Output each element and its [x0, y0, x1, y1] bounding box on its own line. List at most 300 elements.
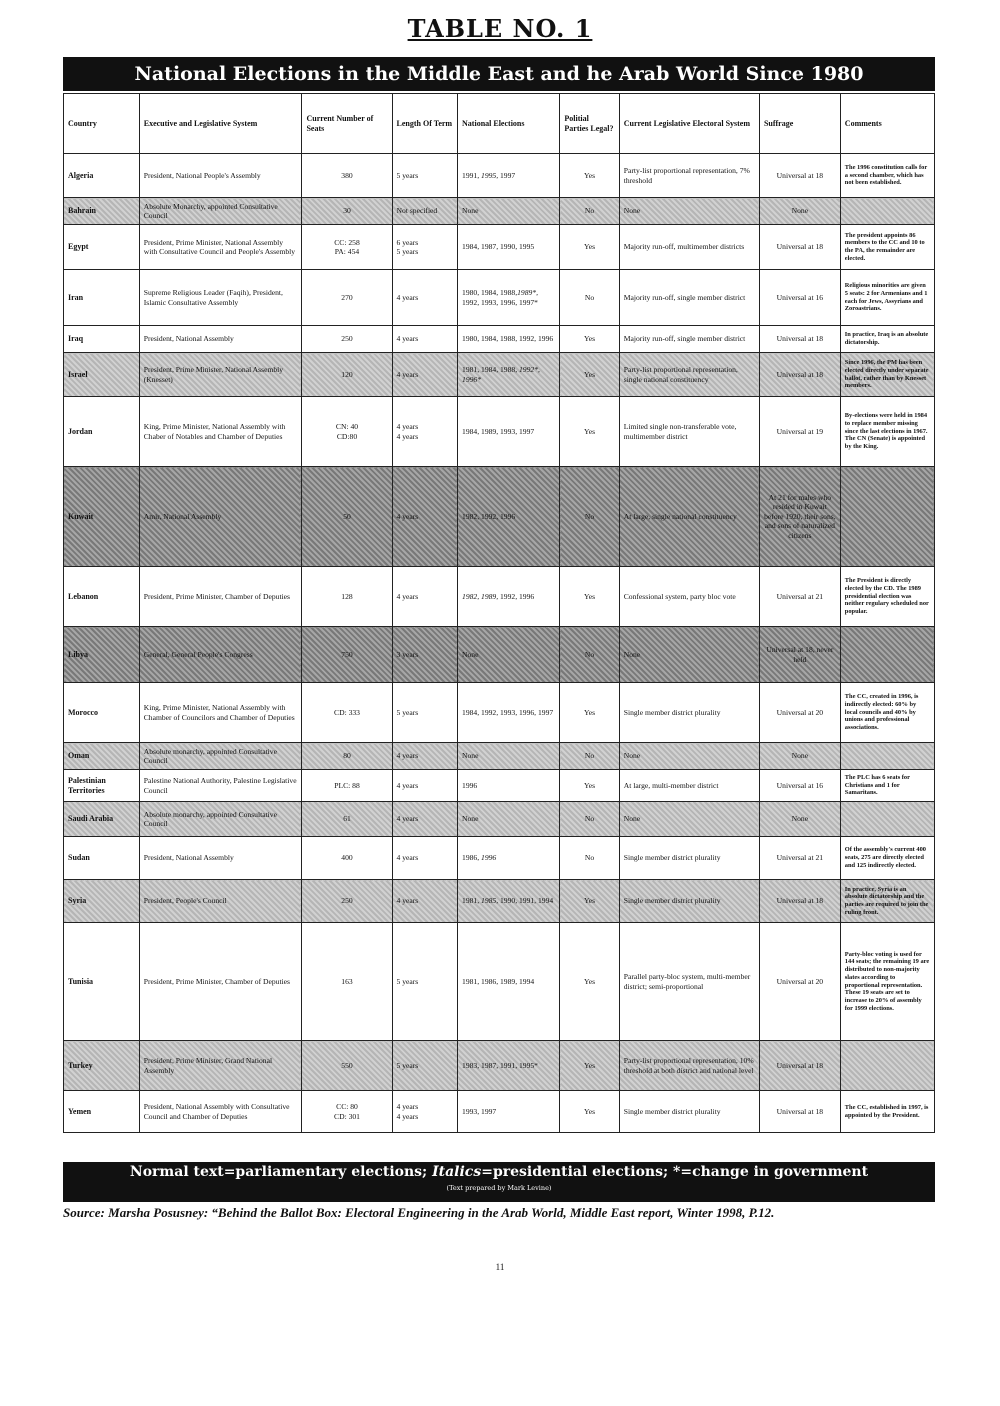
comments-cell-text: In practice, Iraq is an absolute dictatorship. — [844, 331, 929, 346]
seats-cell-text: CC: 80 CD: 301 — [334, 1102, 360, 1121]
parties-cell — [560, 225, 619, 270]
comments-cell-text: Of the assembly's current 400 seats, 275 are directly elected and 125 indirectly elected. — [844, 846, 926, 869]
seats-cell — [302, 326, 392, 353]
elections-cell — [458, 743, 560, 770]
parties-cell-text: Yes — [584, 591, 596, 601]
elections-presidential: 1995, — [481, 170, 500, 180]
system-cell-text: Amir, National Assembly — [143, 511, 222, 521]
seats-cell — [302, 1041, 392, 1091]
country-cell — [64, 743, 140, 770]
comments-cell-text: The 1996 constitution calls for a second chamber, which has not been established. — [844, 163, 928, 187]
country-cell — [64, 270, 140, 326]
parties-cell — [560, 397, 619, 467]
table-row — [64, 880, 935, 923]
term-cell-text: 4 years — [396, 511, 419, 521]
electoral-system-cell-text: Majority run-off, single member district — [623, 334, 746, 344]
seats-cell — [302, 467, 392, 567]
suffrage-cell-text: None — [791, 814, 809, 824]
seats-cell — [302, 270, 392, 326]
parties-cell — [560, 1041, 619, 1091]
seats-cell — [302, 627, 392, 683]
suffrage-cell-text: Universal at 16 — [776, 292, 824, 302]
elections-later: 1992, 1993, 1996, 1997* — [462, 297, 538, 307]
system-cell-text: General, General People's Congress — [143, 649, 253, 659]
seats-cell-text: 80 — [343, 751, 351, 761]
electoral-system-cell — [619, 880, 759, 923]
country-cell-text: Iran — [68, 292, 84, 302]
comments-cell-text: By-elections were held in 1984 to replace member missing since the last elections in 1967. The CN (Senate) is appointed by the King. — [844, 412, 928, 451]
term-cell — [392, 683, 458, 743]
system-cell — [139, 225, 302, 270]
country-cell-text: Egypt — [68, 242, 89, 251]
system-cell-text: Absolute monarchy, appointed Consultative Council — [143, 746, 277, 765]
country-cell-text: Syria — [68, 896, 87, 905]
comments-cell — [840, 467, 934, 567]
table-row — [64, 1041, 935, 1091]
country-cell-text: Jordan — [68, 426, 93, 436]
country-cell-text: Libya — [68, 649, 89, 659]
electoral-system-cell-text: None — [623, 751, 641, 761]
suffrage-cell-text: Universal at 18, never held — [766, 645, 834, 664]
parties-cell — [560, 770, 619, 802]
suffrage-cell-text: None — [791, 206, 809, 216]
seats-cell — [302, 802, 392, 837]
seats-cell-text: PLC: 88 — [334, 780, 360, 790]
electoral-system-cell-text: None — [623, 206, 641, 216]
term-cell — [392, 1091, 458, 1133]
column-header: Executive and Legislative System — [139, 94, 302, 154]
term-cell-text: 4 years — [396, 751, 419, 761]
footer-credit: (Text prepared by Mark Levine) — [446, 1184, 552, 1192]
comments-cell — [840, 627, 934, 683]
table-row — [64, 467, 935, 567]
country-cell — [64, 225, 140, 270]
parties-cell — [560, 353, 619, 397]
suffrage-cell — [759, 923, 840, 1041]
seats-cell-text: 270 — [341, 292, 353, 302]
term-cell-text: 4 years 4 years — [396, 1102, 419, 1121]
elections-later: 1992, 1996 — [500, 591, 535, 601]
parties-cell-text: No — [584, 751, 595, 761]
country-cell-text: Oman — [68, 751, 90, 760]
term-cell-text: Not specified — [396, 206, 438, 216]
elections-cell — [458, 837, 560, 880]
system-cell-text: Absolute monarchy, appointed Consultative Council — [143, 809, 277, 828]
electoral-system-cell-text: Single member district plurality — [623, 1106, 721, 1116]
seats-cell-text: CD: 333 — [334, 707, 360, 717]
system-cell-text: President, National People's Assembly — [143, 170, 261, 180]
term-cell-text: 4 years — [396, 853, 419, 863]
system-cell — [139, 923, 302, 1041]
system-cell — [139, 627, 302, 683]
seats-cell-text: 128 — [341, 591, 353, 601]
legend-parliamentary: Normal text=parliamentary elections; — [129, 1164, 433, 1180]
elections-cell — [458, 880, 560, 923]
suffrage-cell — [759, 683, 840, 743]
comments-cell-text: Party-bloc voting is used for 144 seats; the remaining 19 are distributed to non-majority slates according to proportional representation. These 19 seats are set to increase to 20% of assembly for 1999 elections. — [844, 950, 930, 1012]
suffrage-cell — [759, 770, 840, 802]
parties-cell-text: No — [584, 292, 595, 302]
elections-cell — [458, 326, 560, 353]
term-cell — [392, 743, 458, 770]
column-header: Length Of Term — [392, 94, 458, 154]
parties-cell — [560, 837, 619, 880]
country-cell — [64, 683, 140, 743]
elections-cell — [458, 923, 560, 1041]
column-header: National Elections — [458, 94, 560, 154]
parties-cell-text: Yes — [584, 780, 596, 790]
term-cell-text: 5 years — [396, 976, 419, 986]
parties-cell-text: No — [584, 206, 595, 216]
elections-cell — [458, 1041, 560, 1091]
suffrage-cell — [759, 326, 840, 353]
column-header: Suffrage — [759, 94, 840, 154]
suffrage-cell-text: Universal at 18 — [776, 1106, 824, 1116]
electoral-system-cell — [619, 326, 759, 353]
term-cell-text: 5 years — [396, 1060, 419, 1070]
parties-cell — [560, 923, 619, 1041]
elections-parliamentary: 1993, 1997 — [462, 1106, 497, 1116]
elections-parliamentary: 1983, 1987, 1991, — [462, 1060, 519, 1070]
electoral-system-cell-text: Single member district plurality — [623, 853, 721, 863]
term-cell-text: 4 years — [396, 292, 419, 302]
suffrage-cell — [759, 802, 840, 837]
electoral-system-cell — [619, 225, 759, 270]
elections-later: 1995 — [518, 242, 535, 252]
comments-cell — [840, 198, 934, 225]
table-row — [64, 743, 935, 770]
comments-cell — [840, 270, 934, 326]
parties-cell — [560, 270, 619, 326]
seats-cell-text: 380 — [341, 170, 353, 180]
page-number: 11 — [495, 1262, 505, 1272]
table-row — [64, 923, 935, 1041]
header-row — [64, 94, 935, 154]
parties-cell-text: Yes — [584, 896, 596, 906]
seats-cell — [302, 1091, 392, 1133]
seats-cell-text: 750 — [341, 649, 353, 659]
suffrage-cell — [759, 154, 840, 198]
source-citation: Source: Marsha Posusney: “Behind the Ballot Box: Electoral Engineering in the Arab World, Middle East report, Winter 1998, P.12. — [63, 1205, 775, 1220]
table-row — [64, 770, 935, 802]
electoral-system-cell-text: None — [623, 649, 641, 659]
elections-parliamentary: None — [462, 206, 479, 216]
elections-cell — [458, 802, 560, 837]
country-cell — [64, 802, 140, 837]
table-row — [64, 683, 935, 743]
suffrage-cell — [759, 353, 840, 397]
country-cell — [64, 837, 140, 880]
system-cell-text: President, Prime Minister, Grand National Assembly — [143, 1056, 273, 1075]
electoral-system-cell — [619, 923, 759, 1041]
seats-cell-text: 550 — [341, 1060, 353, 1070]
page-title: TABLE NO. 1 — [407, 14, 593, 43]
term-cell — [392, 923, 458, 1041]
term-cell-text: 5 years — [396, 707, 419, 717]
country-cell-text: Yemen — [68, 1106, 92, 1116]
country-cell-text: Lebanon — [68, 591, 99, 601]
seats-cell-text: 250 — [341, 896, 353, 906]
elections-cell — [458, 270, 560, 326]
elections-later: 1995* — [518, 1060, 538, 1070]
legend-presidential: =presidential elections; *=change in government — [481, 1164, 869, 1180]
elections-parliamentary: 1981, — [462, 896, 482, 906]
country-cell — [64, 467, 140, 567]
parties-cell-text: Yes — [584, 334, 596, 344]
country-cell-text: Palestinian Territories — [68, 775, 106, 795]
parties-cell — [560, 467, 619, 567]
term-cell-text: 4 years — [396, 369, 419, 379]
parties-cell — [560, 683, 619, 743]
suffrage-cell-text: Universal at 19 — [776, 426, 824, 436]
table-row — [64, 802, 935, 837]
term-cell — [392, 1041, 458, 1091]
comments-cell — [840, 397, 934, 467]
term-cell-text: 4 years — [396, 780, 419, 790]
term-cell-text: 4 years — [396, 896, 419, 906]
comments-cell — [840, 743, 934, 770]
seats-cell — [302, 923, 392, 1041]
comments-cell — [840, 154, 934, 198]
elections-parliamentary: None — [462, 814, 479, 824]
table-row — [64, 270, 935, 326]
elections-parliamentary: None — [462, 649, 479, 659]
country-cell — [64, 770, 140, 802]
suffrage-cell — [759, 1041, 840, 1091]
elections-presidential: 1982, 1989, — [462, 591, 500, 601]
suffrage-cell-text: Universal at 18 — [776, 242, 824, 252]
term-cell-text: 6 years 5 years — [396, 237, 419, 256]
table-row — [64, 326, 935, 353]
comments-cell — [840, 567, 934, 627]
suffrage-cell — [759, 567, 840, 627]
electoral-system-cell — [619, 1091, 759, 1133]
table-body — [64, 154, 935, 1133]
country-cell-text: Israel — [68, 369, 88, 379]
elections-parliamentary: 1980, 1984, 1988, 1992, 1996 — [462, 334, 554, 344]
parties-cell — [560, 627, 619, 683]
comments-cell — [840, 802, 934, 837]
parties-cell-text: Yes — [584, 242, 596, 252]
parties-cell-text: Yes — [584, 1106, 596, 1116]
suffrage-cell-text: Universal at 18 — [776, 334, 824, 344]
system-cell — [139, 770, 302, 802]
elections-table — [63, 93, 935, 1133]
suffrage-cell — [759, 397, 840, 467]
suffrage-cell-text: Universal at 18 — [776, 369, 824, 379]
system-cell — [139, 567, 302, 627]
country-cell-text: Tunisia — [68, 976, 94, 986]
table-row — [64, 1091, 935, 1133]
suffrage-cell-text: Universal at 18 — [776, 170, 824, 180]
suffrage-cell — [759, 837, 840, 880]
elections-parliamentary: 1986, — [462, 853, 482, 863]
elections-parliamentary: 1996 — [462, 780, 478, 790]
country-cell-text: Iraq — [68, 334, 84, 343]
system-cell-text: King, Prime Minister, National Assembly with Chamber of Councilors and Chamber of Deputies — [143, 703, 295, 722]
system-cell — [139, 743, 302, 770]
parties-cell — [560, 1091, 619, 1133]
seats-cell-text: 61 — [343, 814, 351, 824]
electoral-system-cell — [619, 397, 759, 467]
parties-cell-text: Yes — [584, 976, 596, 986]
term-cell-text: 4 years 4 years — [396, 422, 419, 441]
electoral-system-cell-text: At large, single national constituency — [623, 511, 737, 521]
comments-cell — [840, 923, 934, 1041]
elections-cell — [458, 353, 560, 397]
table-row — [64, 397, 935, 467]
electoral-system-cell — [619, 198, 759, 225]
parties-cell-text: Yes — [584, 1060, 596, 1070]
electoral-system-cell-text: At large, multi-member district — [623, 780, 719, 790]
elections-parliamentary: 1980, 1984, 1988, — [462, 288, 518, 298]
system-cell-text: Supreme Religious Leader (Faqih), President, Islamic Consultative Assembly — [143, 288, 283, 307]
seats-cell — [302, 225, 392, 270]
elections-parliamentary: 1984, 1987, 1990, — [462, 242, 519, 252]
column-header: Politial Parties Legal? — [560, 94, 619, 154]
seats-cell — [302, 837, 392, 880]
seats-cell — [302, 567, 392, 627]
system-cell-text: President, Prime Minister, Chamber of Deputies — [143, 976, 291, 986]
system-cell — [139, 1091, 302, 1133]
electoral-system-cell-text: Party-list proportional representation, 7% threshold — [623, 166, 750, 185]
electoral-system-cell-text: Confessional system, party bloc vote — [623, 591, 736, 601]
parties-cell — [560, 154, 619, 198]
seats-cell — [302, 353, 392, 397]
electoral-system-cell — [619, 627, 759, 683]
suffrage-cell — [759, 467, 840, 567]
column-header: Current Number of Seats — [302, 94, 392, 154]
parties-cell — [560, 326, 619, 353]
term-cell-text: 4 years — [396, 334, 419, 344]
electoral-system-cell — [619, 837, 759, 880]
seats-cell-text: 120 — [341, 369, 353, 379]
electoral-system-cell — [619, 1041, 759, 1091]
elections-presidential: 1992*, 1996* — [462, 365, 540, 384]
country-cell-text: Kuwait — [68, 511, 94, 521]
electoral-system-cell-text: Party-list proportional representation, single national constituency — [623, 365, 738, 384]
seats-cell — [302, 683, 392, 743]
parties-cell-text: Yes — [584, 170, 596, 180]
elections-cell — [458, 567, 560, 627]
seats-cell-text: 250 — [341, 334, 353, 344]
seats-cell — [302, 880, 392, 923]
system-cell-text: President, Prime Minister, National Assembly (Knesset) — [143, 365, 284, 384]
electoral-system-cell-text: Limited single non-transferable vote, multimember district — [623, 422, 737, 441]
comments-cell — [840, 353, 934, 397]
term-cell — [392, 567, 458, 627]
column-header: Comments — [840, 94, 934, 154]
comments-cell-text: Religious minorities are given 5 seats: 2 for Armenians and 1 each for Jews, Assyrians and Zoroastrians. — [844, 282, 928, 313]
seats-cell-text: 30 — [343, 206, 351, 216]
system-cell — [139, 1041, 302, 1091]
suffrage-cell — [759, 225, 840, 270]
system-cell — [139, 353, 302, 397]
comments-cell — [840, 225, 934, 270]
term-cell — [392, 225, 458, 270]
term-cell — [392, 880, 458, 923]
system-cell — [139, 467, 302, 567]
elections-cell — [458, 683, 560, 743]
country-cell-text: Sudan — [68, 853, 90, 862]
comments-cell-text: The PLC has 6 seats for Christians and 1 for Samaritans. — [844, 773, 910, 797]
system-cell-text: Absolute Monarchy, appointed Consultative Council — [143, 201, 278, 220]
elections-cell — [458, 770, 560, 802]
seats-cell-text: CN: 40 CD:80 — [335, 422, 359, 441]
comments-cell — [840, 1091, 934, 1133]
term-cell — [392, 154, 458, 198]
comments-cell — [840, 770, 934, 802]
system-cell-text: President, National Assembly — [143, 334, 234, 344]
comments-cell-text: The CC, created in 1996, is indirectly elected: 60% by local councils and 40% by unions and professional associations. — [844, 693, 919, 732]
country-cell — [64, 1091, 140, 1133]
suffrage-cell-text: Universal at 21 — [776, 591, 824, 601]
country-cell-text: Algeria — [68, 170, 94, 180]
parties-cell — [560, 880, 619, 923]
term-cell-text: 3 years — [396, 649, 419, 659]
country-cell — [64, 880, 140, 923]
seats-cell-text: 163 — [341, 976, 353, 986]
table-row — [64, 837, 935, 880]
column-header: Country — [64, 94, 140, 154]
elections-parliamentary: None — [462, 751, 479, 761]
elections-cell — [458, 198, 560, 225]
seats-cell — [302, 743, 392, 770]
suffrage-cell — [759, 880, 840, 923]
table-row — [64, 225, 935, 270]
term-cell — [392, 270, 458, 326]
elections-cell — [458, 467, 560, 567]
suffrage-cell — [759, 1091, 840, 1133]
electoral-system-cell — [619, 567, 759, 627]
electoral-system-cell — [619, 270, 759, 326]
electoral-system-cell-text: Majority run-off, single member district — [623, 292, 746, 302]
elections-parliamentary: 1981, 1984, 1988, — [462, 365, 519, 375]
electoral-system-cell-text: Parallel party-bloc system, multi-member district; semi-proportional — [623, 972, 751, 991]
elections-cell — [458, 225, 560, 270]
suffrage-cell-text: Universal at 21 — [776, 853, 824, 863]
term-cell — [392, 802, 458, 837]
legend-italics: Italics — [432, 1164, 482, 1180]
system-cell — [139, 802, 302, 837]
comments-cell — [840, 683, 934, 743]
electoral-system-cell-text: Majority run-off, multimember districts — [623, 242, 745, 252]
country-cell — [64, 154, 140, 198]
elections-parliamentary: 1981, 1986, 1989, 1994 — [462, 976, 535, 986]
parties-cell — [560, 802, 619, 837]
country-cell-text: Saudi Arabia — [68, 814, 114, 823]
seats-cell — [302, 770, 392, 802]
suffrage-cell — [759, 743, 840, 770]
system-cell — [139, 154, 302, 198]
country-cell — [64, 923, 140, 1041]
term-cell-text: 4 years — [396, 591, 419, 601]
system-cell-text: King, Prime Minister, National Assembly with Chaber of Notables and Chamber of Deputies — [143, 422, 286, 441]
parties-cell-text: Yes — [584, 369, 596, 379]
parties-cell — [560, 743, 619, 770]
suffrage-cell-text: Universal at 20 — [776, 707, 824, 717]
elections-parliamentary: 1991, — [462, 170, 482, 180]
comments-cell — [840, 880, 934, 923]
table-row — [64, 627, 935, 683]
system-cell — [139, 683, 302, 743]
system-cell-text: President, Prime Minister, National Assembly with Consultative Council and People's Assembly — [143, 237, 296, 256]
system-cell-text: Palestine National Authority, Palestine Legislative Council — [143, 776, 297, 795]
table-banner: National Elections in the Middle East and he Arab World Since 1980 — [63, 57, 935, 91]
country-cell — [64, 1041, 140, 1091]
elections-cell — [458, 397, 560, 467]
seats-cell — [302, 154, 392, 198]
